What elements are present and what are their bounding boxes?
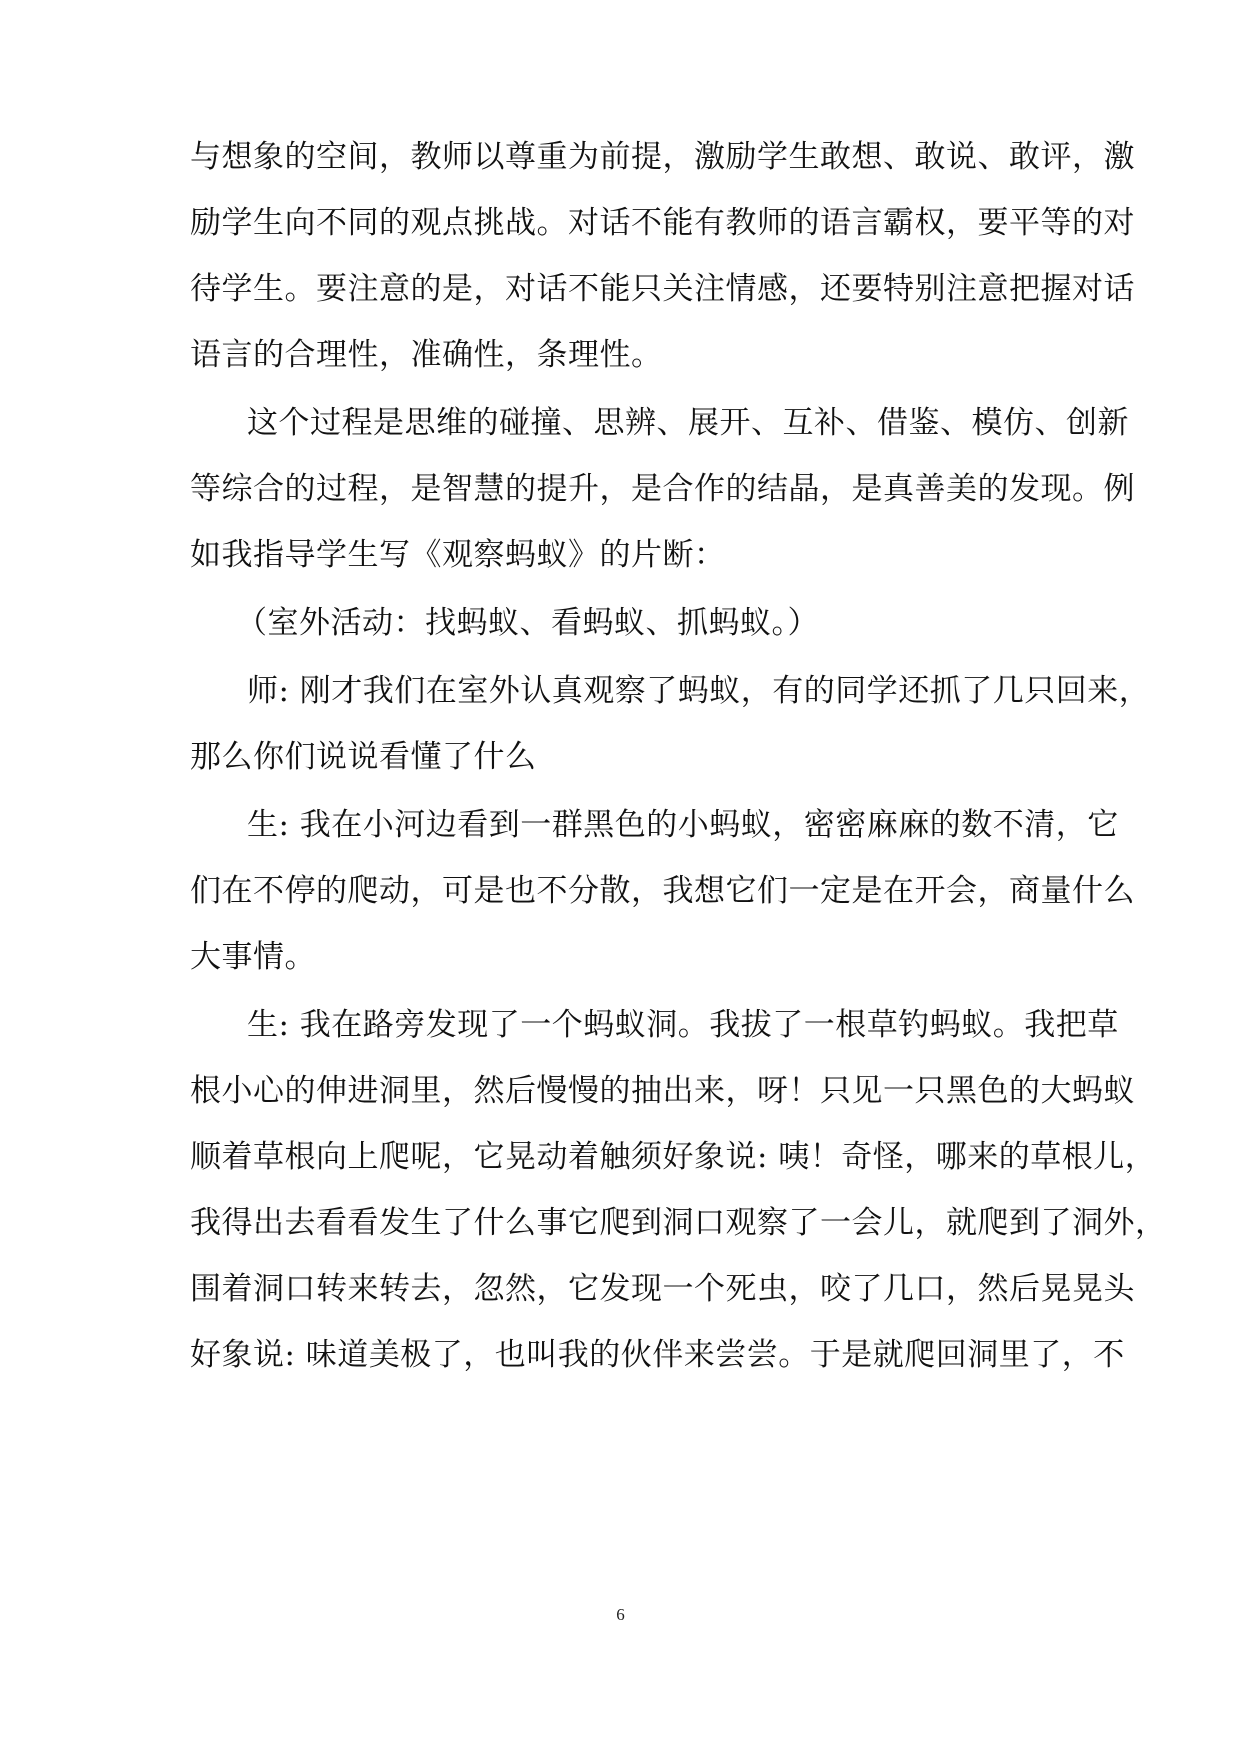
page-number: 6	[616, 1605, 625, 1624]
text-line: 这个过程是思维的碰撞、思辨、展开、互补、借鉴、模仿、创新	[247, 405, 1129, 441]
text-line: 好象说: 味道美极了，也叫我的伙伴来尝尝。于是就爬回洞里了，不	[190, 1337, 1125, 1373]
text-line: 师: 刚才我们在室外认真观察了蚂蚁，有的同学还抓了几只回来，	[247, 673, 1151, 709]
text-line: 大事情。	[190, 939, 316, 975]
text-line: 待学生。要注意的是，对话不能只关注情感，还要特别注意把握对话	[190, 271, 1135, 307]
text-line: 根小心的伸进洞里，然后慢慢的抽出来，呀！只见一只黑色的大蚂蚁	[190, 1073, 1135, 1109]
text-line: 们在不停的爬动，可是也不分散，我想它们一定是在开会，商量什么	[190, 873, 1135, 909]
text-line: （室外活动：找蚂蚁、看蚂蚁、抓蚂蚁。）	[236, 605, 819, 641]
text-line: 生: 我在路旁发现了一个蚂蚁洞。我拔了一根草钓蚂蚁。我把草	[247, 1007, 1119, 1043]
text-line: 与想象的空间，教师以尊重为前提，激励学生敢想、敢说、敢评，激	[190, 139, 1135, 175]
text-line: 生: 我在小河边看到一群黑色的小蚂蚁，密密麻麻的数不清，它	[247, 807, 1119, 843]
text-line: 等综合的过程，是智慧的提升，是合作的结晶，是真善美的发现。例	[190, 471, 1135, 507]
text-line: 如我指导学生写《观察蚂蚁》的片断：	[190, 537, 726, 573]
text-line: 语言的合理性，准确性，条理性。	[190, 337, 663, 373]
text-line: 那么你们说说看懂了什么	[190, 739, 537, 775]
text-line: 顺着草根向上爬呢，它晃动着触须好象说: 咦！奇怪，哪来的草根儿，	[190, 1139, 1157, 1175]
text-line: 围着洞口转来转去，忽然，它发现一个死虫，咬了几口，然后晃晃头	[190, 1271, 1135, 1307]
text-line: 我得出去看看发生了什么事它爬到洞口观察了一会儿，就爬到了洞外，	[190, 1205, 1167, 1241]
text-line: 励学生向不同的观点挑战。对话不能有教师的语言霸权，要平等的对	[190, 205, 1135, 241]
